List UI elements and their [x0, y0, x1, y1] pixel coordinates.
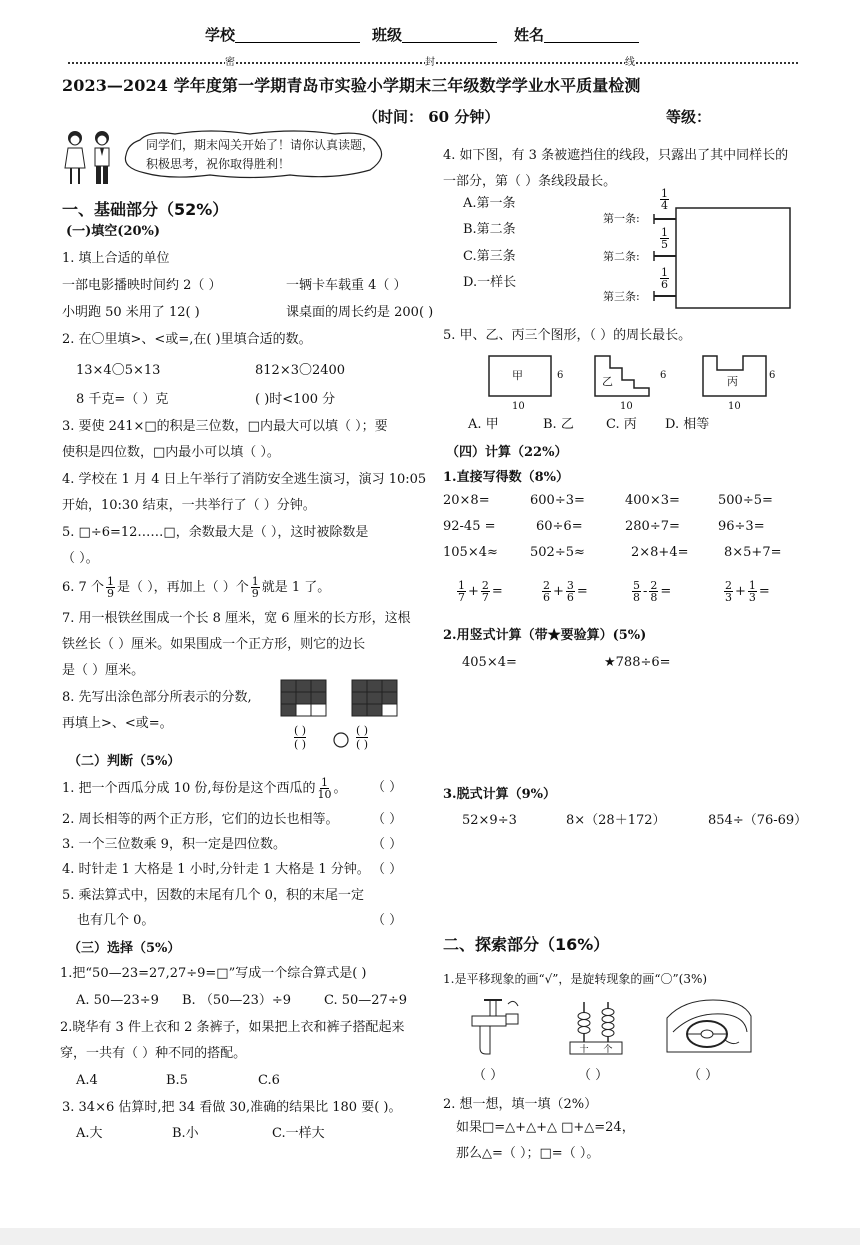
school-label: 学校	[205, 27, 360, 43]
rq4-line2: 一部分，第（ ）条线段最长。	[443, 174, 617, 189]
rq4-opt-d[interactable]: D.一样长	[463, 275, 517, 290]
fill-title: (一)填空(20%)	[66, 224, 161, 239]
q7-line3: 是（ ）厘米。	[62, 663, 145, 678]
faucet-icon	[468, 996, 524, 1058]
choice-2-opt-c[interactable]: C.6	[258, 1073, 280, 1088]
choice-title: （三）选择（5%）	[68, 941, 181, 956]
class-label: 班级	[372, 27, 497, 43]
seg-frac-2: $\frac{1}{5}$	[661, 226, 668, 251]
q2-a: 13×4〇5×13	[76, 363, 161, 378]
vertical-1: 405×4=	[462, 655, 517, 670]
judge-2-paren[interactable]: （ ）	[372, 812, 403, 827]
shape-bing-label: 丙	[727, 375, 738, 388]
abacus-icon	[566, 998, 626, 1058]
grade-label: 等级：	[666, 108, 712, 126]
choice-2-opt-b[interactable]: B.5	[166, 1073, 188, 1088]
rq5-stem: 5. 甲、乙、丙三个图形，（ ）的周长最长。	[443, 328, 692, 343]
name-label: 姓名	[514, 27, 639, 43]
part2-q1-paren-3[interactable]: （ ）	[688, 1068, 719, 1083]
calc-r2-c4: 96÷3=	[718, 519, 765, 534]
q1-c: 小明跑 50 米用了 12( )	[62, 305, 200, 320]
q1-stem: 1. 填上合适的单位	[62, 251, 170, 266]
rq5-opt-a[interactable]: A. 甲	[468, 417, 499, 432]
q6-line	[62, 576, 330, 599]
q8-line2: 再填上>、<或=。	[62, 716, 173, 731]
choice-1-opt-c[interactable]: C. 50—27÷9	[324, 993, 407, 1008]
judge-5-paren[interactable]: （ ）	[372, 913, 403, 928]
segments-figure	[650, 188, 795, 310]
calc-r3-c4: 8×5+7=	[724, 545, 782, 560]
part2-title: 二、探索部分（16%）	[443, 935, 610, 954]
direct-title: 1.直接写得数（8%）	[443, 470, 569, 485]
shape-jia-height: 6	[557, 370, 564, 381]
exam-time: （时间： 60 分钟）	[363, 108, 500, 126]
seal-mi: 密	[225, 55, 235, 71]
part2-q1: 1.是平移现象的画“√”，是旋转现象的画“〇”(3%)	[443, 972, 708, 986]
seg-label-1: 第一条:	[603, 212, 640, 225]
fraction-grid-right	[352, 680, 398, 718]
judge-5-line2: 也有几个 0。	[77, 913, 155, 928]
q6-frac1: $\frac{1}{9}$	[106, 575, 114, 600]
q1-b: 一辆卡车载重 4（ ）	[286, 278, 407, 293]
rq4-opt-b[interactable]: B.第二条	[463, 222, 516, 237]
judge-1-paren[interactable]: （ ）	[372, 780, 403, 795]
greeting-line-2: 积极思考，祝你取得胜利！	[146, 157, 291, 171]
judge-3-paren[interactable]: （ ）	[372, 837, 403, 852]
choice-3: 3. 34×6 估算时,把 34 看做 30,准确的结果比 180 要( )。	[62, 1100, 402, 1115]
q2-d: ( )时<100 分	[255, 392, 336, 407]
seg-frac-3: $\frac{1}{6}$	[661, 266, 668, 291]
calc-r1-c1: 20×8=	[443, 493, 490, 508]
q5-line1: 5. □÷6=12……□，余数最大是（ ），这时被除数是	[62, 525, 369, 540]
part2-q2-title: 2. 想一想，填一填（2%）	[443, 1097, 598, 1112]
rq4-opt-c[interactable]: C.第三条	[463, 249, 516, 264]
calc-r1-c2: 600÷3=	[530, 493, 585, 508]
rq5-opt-c[interactable]: C. 丙	[606, 417, 637, 432]
q2-stem: 2. 在〇里填>、<或=,在( )里填合适的数。	[62, 332, 312, 347]
shape-yi-height: 6	[660, 370, 667, 381]
greeting-line-1: 同学们，期末闯关开始了！请你认真读题，	[146, 138, 375, 152]
vertical-2: ★788÷6=	[604, 655, 671, 670]
rq5-opt-b[interactable]: B. 乙	[543, 417, 574, 432]
q8-line1: 8. 先写出涂色部分所表示的分数,	[62, 690, 252, 705]
q6-part1: 6. 7 个	[62, 579, 104, 595]
part2-q2-line1: 如果□=△+△+△ □+△=24，	[456, 1120, 635, 1135]
part2-q2-line2: 那么△=（ ）；□=（ ）。	[456, 1146, 600, 1161]
q3-line1: 3. 要使 241×□的积是三位数，□内最大可以填（ ）；要	[62, 419, 388, 434]
shape-bing-width: 10	[728, 401, 741, 412]
calc-r2-c1: 92-45 =	[443, 519, 496, 534]
choice-2-line2: 穿，一共有（ ）种不同的搭配。	[60, 1046, 247, 1061]
vertical-title: 2.用竖式计算（带★要验算）(5%)	[443, 628, 647, 643]
shape-yi-width: 10	[620, 401, 633, 412]
part2-q1-paren-1[interactable]: （ ）	[473, 1068, 504, 1083]
q8-frac-left[interactable]: ( ) ( )	[294, 724, 307, 751]
q2-c: 8 千克=（ ）克	[76, 392, 169, 407]
seal-xian: 线	[625, 55, 635, 71]
choice-1: 1.把“50—23=27,27÷9=□”写成一个综合算式是( )	[60, 966, 367, 981]
q7-line1: 7. 用一根铁丝围成一个长 8 厘米，宽 6 厘米的长方形，这根	[62, 611, 411, 626]
rq5-opt-d[interactable]: D. 相等	[665, 417, 710, 432]
choice-1-opt-b[interactable]: B. （50—23）÷9	[182, 993, 292, 1008]
q1-d: 课桌面的周长约是 200( )	[286, 305, 434, 320]
q8-frac-right[interactable]: ( ) ( )	[356, 724, 369, 751]
off-3: 854÷（76-69）	[708, 813, 808, 828]
part2-q1-paren-2[interactable]: （ ）	[578, 1068, 609, 1083]
perimeter-shapes	[488, 354, 788, 400]
page-bottom-band	[0, 1228, 860, 1245]
choice-3-opt-b[interactable]: B.小	[172, 1126, 199, 1141]
steering-wheel-icon	[663, 998, 753, 1054]
off-2: 8×（28＋172）	[566, 813, 666, 828]
svg-text:个: 个	[603, 1045, 613, 1055]
calc-r2-c2: 60÷6=	[536, 519, 583, 534]
q6-part3: 就是 1 了。	[261, 579, 331, 595]
fraction-grid-left	[281, 680, 327, 718]
q3-line2: 使积是四位数，□内最小可以填（ ）。	[62, 445, 280, 460]
judge-3: 3. 一个三位数乘 9，积一定是四位数。	[62, 837, 286, 852]
calc-r4-c1: $\frac{1}{7}$ + $\frac{2}{7}$ =	[458, 579, 503, 604]
judge-5: 5. 乘法算式中，因数的末尾有几个 0，积的末尾一定	[62, 888, 364, 903]
calc-r4-c3: $\frac{5}{8}$ - $\frac{2}{8}$ =	[633, 579, 672, 604]
q7-line2: 铁丝长（ ）厘米。如果围成一个正方形，则它的边长	[62, 637, 366, 652]
rq4-opt-a[interactable]: A.第一条	[463, 196, 516, 211]
seg-label-3: 第三条:	[603, 290, 640, 303]
choice-3-opt-a[interactable]: A.大	[76, 1126, 103, 1141]
judge-title: （二）判断（5%）	[68, 754, 181, 769]
choice-2-line1: 2.晓华有 3 件上衣和 2 条裤子，如果把上衣和裤子搭配起来	[60, 1020, 405, 1035]
q6-frac2: $\frac{1}{9}$	[251, 575, 259, 600]
shape-jia-width: 10	[512, 401, 525, 412]
calc-r2-c3: 280÷7=	[625, 519, 680, 534]
calc-r3-c1: 105×4≈	[443, 545, 498, 560]
q4-line2: 开始，10:30 结束，一共举行了（ ）分钟。	[62, 498, 316, 513]
svg-text:十: 十	[579, 1045, 589, 1055]
seg-frac-1: $\frac{1}{4}$	[661, 187, 668, 212]
seg-label-2: 第二条:	[603, 250, 640, 263]
exam-title: 2023—2024 学年度第一学期青岛市实验小学期末三年级数学学业水平质量检测	[62, 76, 641, 95]
judge-2: 2. 周长相等的两个正方形，它们的边长也相等。	[62, 812, 339, 827]
q1-a: 一部电影播映时间约 2（ ）	[62, 278, 222, 293]
q6-part2: 是（ ），再加上（ ）个	[116, 579, 249, 595]
seal-feng: 封	[425, 55, 435, 71]
shape-jia-label: 甲	[512, 369, 523, 382]
compare-circle[interactable]	[333, 732, 349, 748]
q5-line2: （ ）。	[62, 551, 99, 566]
off-1: 52×9÷3	[462, 813, 517, 828]
children-icon	[60, 128, 122, 188]
calc-r4-c4: $\frac{2}{3}$ + $\frac{1}{3}$ =	[725, 579, 770, 604]
calc-r3-c2: 502÷5≈	[530, 545, 585, 560]
off-title: 3.脱式计算（9%）	[443, 787, 556, 802]
judge-1-frac: $\frac{1}{10}$	[317, 776, 332, 801]
choice-2-opt-a[interactable]: A.4	[76, 1073, 98, 1088]
shape-bing-height: 6	[769, 370, 776, 381]
choice-1-opt-a[interactable]: A. 50—23÷9	[76, 993, 159, 1008]
q2-b: 812×3〇2400	[255, 363, 346, 378]
shape-yi-label: 乙	[602, 375, 613, 388]
judge-4-paren[interactable]: （ ）	[372, 862, 403, 877]
calc-title: （四）计算（22%）	[446, 445, 568, 460]
calc-r1-c3: 400×3=	[625, 493, 680, 508]
q4-line1: 4. 学校在 1 月 4 日上午举行了消防安全逃生演习，演习 10:05	[62, 472, 427, 487]
rq4-line1: 4. 如下图，有 3 条被遮挡住的线段，只露出了其中同样长的	[443, 148, 789, 163]
calc-r3-c3: 2×8+4=	[631, 545, 689, 560]
judge-1: 1. 把一个西瓜分成 10 份,每份是这个西瓜的 $\frac{1}{10}$ 。	[62, 776, 347, 801]
choice-3-opt-c[interactable]: C.一样大	[272, 1126, 325, 1141]
part1-title: 一、基础部分（52%）	[62, 200, 229, 219]
calc-r1-c4: 500÷5=	[718, 493, 773, 508]
calc-r4-c2: $\frac{2}{6}$ + $\frac{3}{6}$ =	[543, 579, 588, 604]
judge-4: 4. 时针走 1 大格是 1 小时,分针走 1 大格是 1 分钟。	[62, 862, 370, 877]
